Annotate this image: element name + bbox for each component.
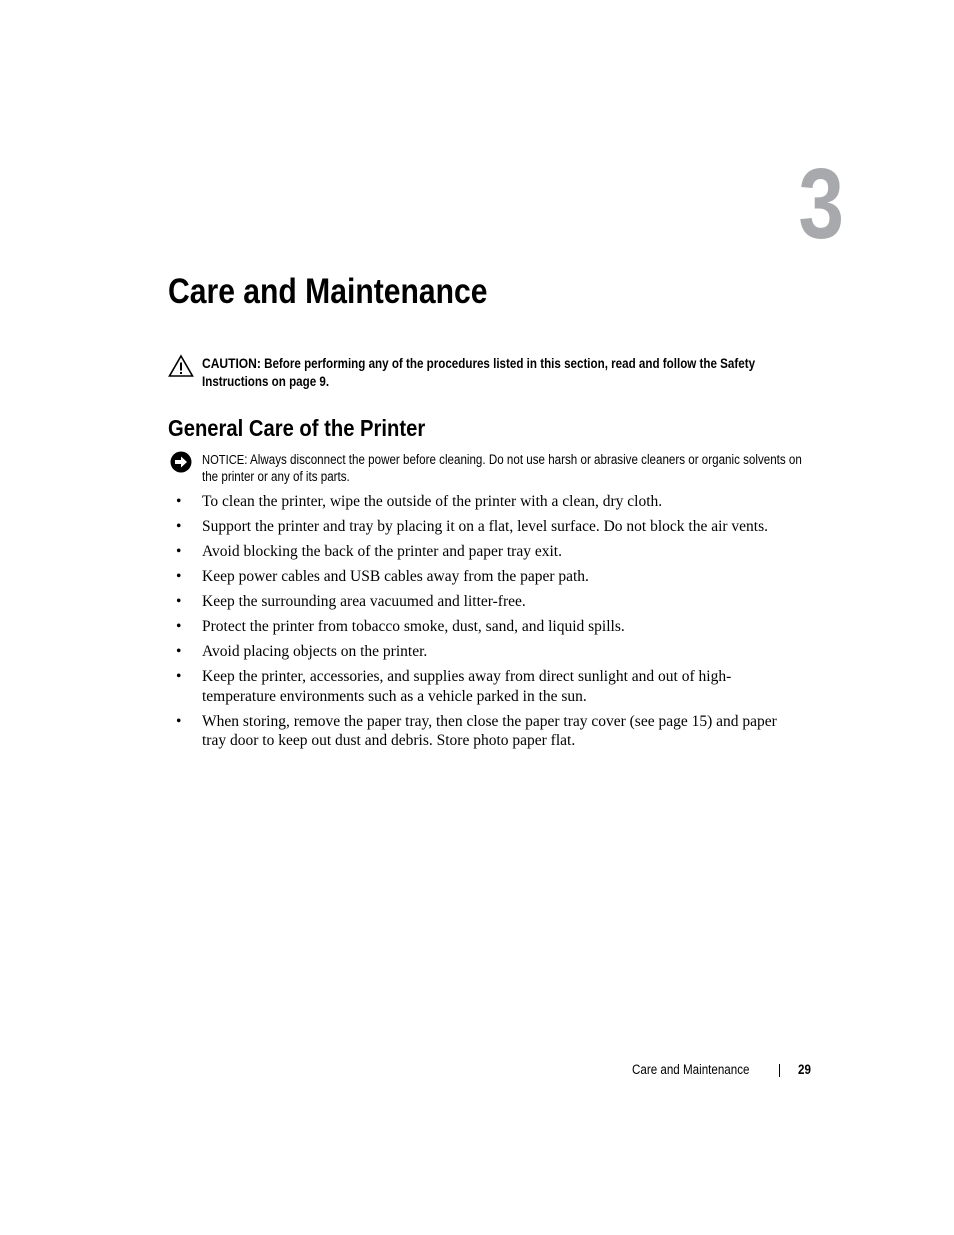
notice-label: NOTICE xyxy=(202,452,245,467)
notice-text xyxy=(202,451,804,485)
list-item xyxy=(168,517,790,537)
notice-callout xyxy=(168,451,808,485)
bullet-mark: • xyxy=(176,493,182,510)
warning-triangle-icon xyxy=(168,354,194,378)
chapter-title: Care and Maintenance xyxy=(168,272,488,311)
footer-divider xyxy=(779,1064,780,1077)
bullet-mark: • xyxy=(176,518,182,535)
list-item-text: Support the printer and tray by placing it on a flat, level surface. Do not block the air vents. xyxy=(202,518,769,535)
caution-body: Before performing any of the procedures listed in this section, read and follow the Safety Instructions on page 9. xyxy=(202,356,756,389)
bullet-mark: • xyxy=(176,618,182,635)
footer-chapter-title: Care and Maintenance xyxy=(632,1062,750,1077)
caution-label: CAUTION: xyxy=(202,355,261,371)
caution-text xyxy=(202,354,804,391)
list-item xyxy=(168,492,790,512)
list-item-text: Protect the printer from tobacco smoke, dust, sand, and liquid spills. xyxy=(202,618,625,635)
list-item xyxy=(168,617,790,637)
list-item-text: When storing, remove the paper tray, then close the paper tray cover (see page 15) and paper tray door to keep out dust and debris. Store photo paper flat. xyxy=(202,712,777,749)
list-item-text: Keep the surrounding area vacuumed and litter-free. xyxy=(202,593,526,610)
list-item xyxy=(168,542,790,562)
list-item xyxy=(168,642,790,662)
bullet-mark: • xyxy=(176,593,182,610)
list-item-text: To clean the printer, wipe the outside of the printer with a clean, dry cloth. xyxy=(202,493,663,510)
bullet-mark: • xyxy=(176,568,182,585)
list-item xyxy=(168,712,790,751)
bullet-mark: • xyxy=(176,712,182,730)
bullet-mark: • xyxy=(176,543,182,560)
list-item xyxy=(168,592,790,612)
chapter-number: 3 xyxy=(798,148,844,260)
list-item xyxy=(168,567,790,587)
list-item-text: Avoid blocking the back of the printer and paper tray exit. xyxy=(202,543,562,560)
list-item xyxy=(168,667,790,706)
bullet-mark: • xyxy=(176,668,182,685)
page-number: 29 xyxy=(798,1062,811,1077)
bullet-mark: • xyxy=(176,643,182,660)
list-item-text: Avoid placing objects on the printer. xyxy=(202,643,428,660)
notice-body: : Always disconnect the power before cleaning. Do not use harsh or abrasive cleaners or organic solvents on the printer or any of its parts. xyxy=(202,452,802,484)
notice-arrow-icon xyxy=(170,451,192,473)
list-item-text: Keep the printer, accessories, and supplies away from direct sunlight and out of high-temperature environments such as a vehicle parked in the sun. xyxy=(202,668,732,705)
list-item-text: Keep power cables and USB cables away from the paper path. xyxy=(202,568,589,585)
caution-callout xyxy=(168,354,808,391)
care-list xyxy=(168,492,790,756)
section-heading: General Care of the Printer xyxy=(168,415,426,441)
